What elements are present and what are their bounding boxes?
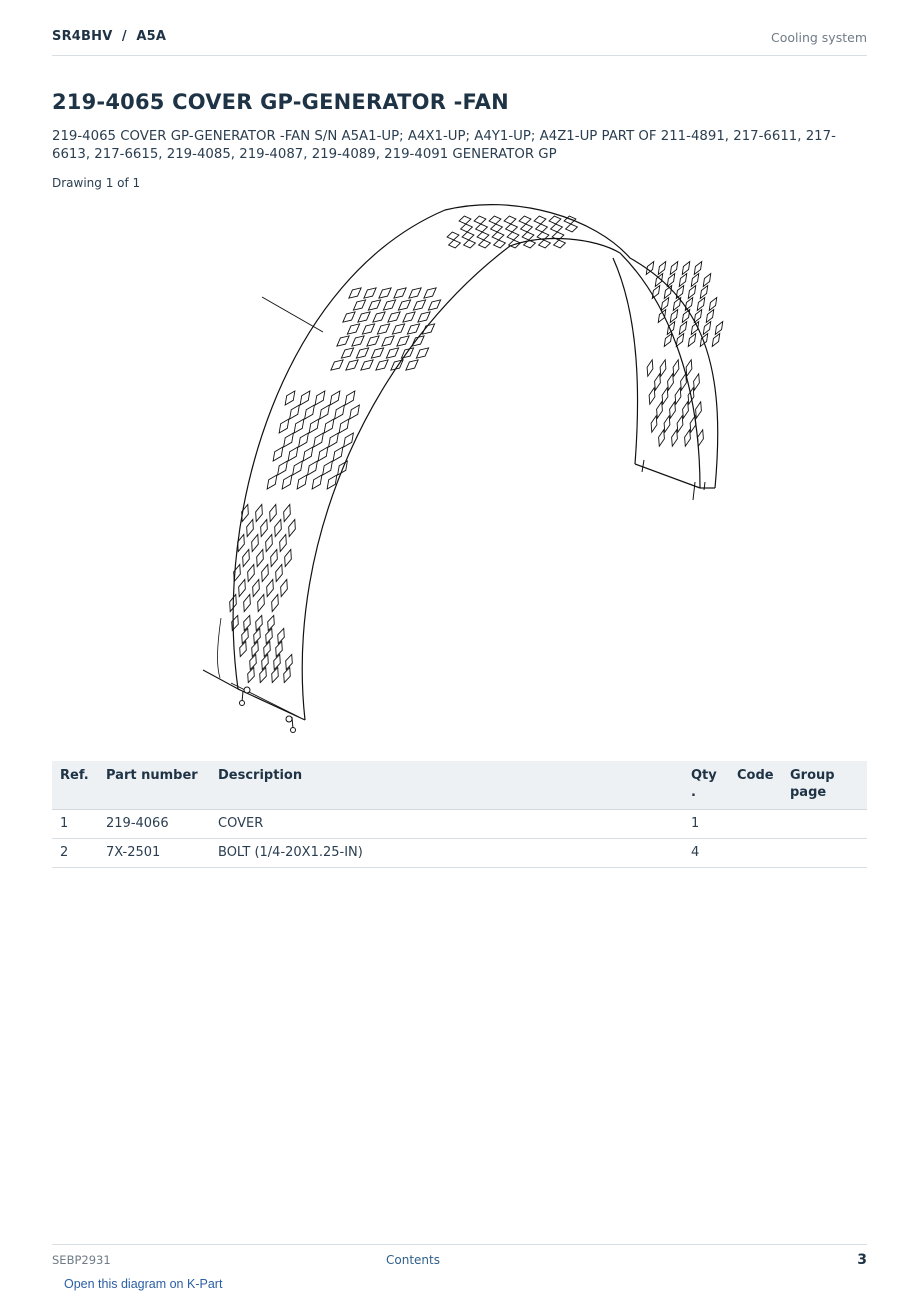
- table-row: [52, 839, 867, 868]
- col-code: Code: [729, 761, 782, 810]
- slot-icon: [414, 345, 431, 361]
- slot-icon: [366, 297, 383, 313]
- slot-icon: [385, 309, 402, 325]
- slot-icon: [503, 215, 516, 225]
- slot-icon: [563, 215, 576, 225]
- slot-icon: [538, 239, 551, 249]
- slot-icon: [375, 321, 392, 337]
- slot-icon: [476, 231, 489, 241]
- open-in-kpart-link[interactable]: Open this diagram on K-Part: [64, 1277, 223, 1291]
- row-ref: 2: [52, 839, 98, 868]
- table-header-row: [52, 761, 867, 810]
- slot-icon: [236, 578, 248, 597]
- slot-icon: [490, 223, 503, 233]
- slot-icon: [475, 223, 488, 233]
- slot-icon: [269, 593, 281, 612]
- slot-icon: [276, 417, 292, 436]
- slot-icon: [521, 231, 534, 241]
- slot-icon: [273, 563, 285, 582]
- slot-icon: [240, 548, 252, 567]
- slot-icon: [274, 459, 290, 478]
- slot-icon: [361, 285, 378, 301]
- slot-icon: [533, 215, 546, 225]
- slot-icon: [458, 215, 471, 225]
- slot-icon: [463, 239, 476, 249]
- col-group-page: Group page: [782, 761, 867, 810]
- slot-icon: [280, 431, 296, 450]
- slot-icon: [351, 297, 368, 313]
- slot-icon: [342, 389, 358, 408]
- slot-icon: [388, 357, 405, 373]
- slot-icon: [289, 459, 305, 478]
- row-group-page: [782, 810, 867, 839]
- row-ref: 1: [52, 810, 98, 839]
- page-title: 219-4065 COVER GP-GENERATOR -FAN: [52, 90, 509, 114]
- slot-icon: [285, 445, 301, 464]
- slot-icon: [645, 359, 655, 377]
- col-ref: Ref.: [52, 761, 98, 810]
- part-description: 219-4065 COVER GP-GENERATOR -FAN S/N A5A1-UP; A4X1-UP; A4Y1-UP; A4Z1-UP PART OF 211-4891, 217-6611, 217-6613, 217-6615, 219-4085, 219-4087, 219-4089, 219-4091 GENERATOR GP: [52, 129, 836, 162]
- slot-icon: [396, 297, 413, 313]
- slot-icon: [411, 297, 428, 313]
- slot-icon: [249, 533, 261, 552]
- row-qty: 4: [683, 839, 729, 868]
- slot-icon: [548, 215, 561, 225]
- slot-icon: [229, 614, 241, 631]
- slot-icon: [370, 309, 387, 325]
- slot-icon: [391, 285, 408, 301]
- slot-icon: [281, 503, 293, 522]
- row-part-number: 219-4066: [98, 810, 210, 839]
- slot-icon: [394, 333, 411, 349]
- slot-icon: [300, 445, 316, 464]
- document-number: SEBP2931: [52, 1253, 111, 1267]
- slot-icon: [291, 417, 307, 436]
- slot-icon: [295, 431, 311, 450]
- slot-icon: [520, 223, 533, 233]
- table-row: [52, 810, 867, 839]
- slot-icon: [279, 473, 295, 492]
- col-qty: Qty .: [683, 761, 729, 810]
- slot-icon: [340, 309, 357, 325]
- slot-icon: [264, 578, 276, 597]
- slot-icon: [294, 473, 310, 492]
- slot-icon: [550, 223, 563, 233]
- slot-icon: [315, 445, 331, 464]
- row-description: COVER: [210, 810, 683, 839]
- slot-icon: [473, 215, 486, 225]
- slot-icon: [420, 321, 437, 337]
- slot-icon: [421, 285, 438, 301]
- slot-icon: [461, 231, 474, 241]
- slot-icon: [446, 231, 459, 241]
- slot-icon: [331, 403, 347, 422]
- slot-icon: [448, 239, 461, 249]
- slot-icon: [334, 333, 351, 349]
- slot-icon: [241, 593, 253, 612]
- slot-icon: [282, 548, 294, 567]
- slot-icon: [321, 417, 337, 436]
- model-breadcrumb: SR4BHV / A5A: [52, 29, 167, 44]
- slot-icon: [282, 389, 298, 408]
- slot-icon: [551, 231, 564, 241]
- slot-icon: [373, 357, 390, 373]
- slot-icon: [272, 518, 284, 537]
- page-number: 3: [857, 1252, 867, 1268]
- slot-icon: [319, 459, 335, 478]
- slot-icon: [270, 445, 286, 464]
- slot-icon: [400, 309, 417, 325]
- footer-divider: [52, 1244, 867, 1245]
- slot-icon: [306, 417, 322, 436]
- slot-icon: [403, 357, 420, 373]
- slot-icon: [346, 285, 363, 301]
- slot-icon: [301, 403, 317, 422]
- slot-icon: [254, 548, 266, 567]
- slot-icon: [364, 333, 381, 349]
- slot-icon: [369, 345, 386, 361]
- cover-band-outline: [218, 205, 718, 720]
- row-part-number: 7X-2501: [98, 839, 210, 868]
- slot-icon: [376, 285, 393, 301]
- slot-icon: [339, 345, 356, 361]
- mounting-studs: [240, 460, 706, 733]
- contents-link[interactable]: Contents: [386, 1253, 440, 1267]
- slot-icon: [253, 503, 265, 522]
- slot-icon: [277, 533, 289, 552]
- row-code: [729, 839, 782, 868]
- slot-icon: [460, 223, 473, 233]
- slot-icon: [354, 345, 371, 361]
- slot-icon: [535, 223, 548, 233]
- slot-icon: [491, 231, 504, 241]
- row-description: BOLT (1/4-20X1.25-IN): [210, 839, 683, 868]
- row-qty: 1: [683, 810, 729, 839]
- slot-icon: [713, 320, 725, 336]
- slot-icon: [327, 389, 343, 408]
- slot-icon: [381, 297, 398, 313]
- slot-icon: [286, 518, 298, 537]
- slot-icon: [244, 518, 256, 537]
- slot-icon: [263, 533, 275, 552]
- slot-icon: [304, 459, 320, 478]
- slot-icon: [310, 431, 326, 450]
- slot-icon: [506, 231, 519, 241]
- slot-icon: [553, 239, 566, 249]
- slot-icon: [312, 389, 328, 408]
- slot-icon: [343, 357, 360, 373]
- slot-icon: [278, 578, 290, 597]
- drawing-counter: Drawing 1 of 1: [52, 176, 141, 190]
- slot-icon: [328, 357, 345, 373]
- parts-drawing: [195, 198, 725, 738]
- slot-icon: [231, 563, 243, 582]
- slot-icon: [478, 239, 491, 249]
- slot-icon: [309, 473, 325, 492]
- leader-lines: [203, 297, 323, 690]
- slot-icon: [316, 403, 332, 422]
- slot-icon: [349, 333, 366, 349]
- col-description: Description: [210, 761, 683, 810]
- slot-icon: [399, 345, 416, 361]
- parts-table: [52, 761, 867, 868]
- header-divider: [52, 55, 867, 56]
- slot-icon: [565, 223, 578, 233]
- slot-icon: [267, 503, 279, 522]
- slot-icon: [336, 417, 352, 436]
- slot-icon: [330, 445, 346, 464]
- slot-icon: [346, 403, 362, 422]
- slot-icon: [488, 215, 501, 225]
- slot-icon: [355, 309, 372, 325]
- slot-icon: [493, 239, 506, 249]
- slot-icon: [268, 548, 280, 567]
- slot-icon: [286, 403, 302, 422]
- slot-icon: [518, 215, 531, 225]
- slot-icon: [245, 563, 257, 582]
- slot-icon: [379, 333, 396, 349]
- section-name: Cooling system: [771, 30, 867, 45]
- slot-icon: [250, 578, 262, 597]
- slot-icon: [325, 431, 341, 450]
- col-part-number: Part number: [98, 761, 210, 810]
- slot-icon: [264, 473, 280, 492]
- row-code: [729, 810, 782, 839]
- slot-icon: [360, 321, 377, 337]
- fan-cover-drawing-icon: [195, 198, 725, 738]
- slot-icon: [340, 431, 356, 450]
- slot-icon: [297, 389, 313, 408]
- slot-icon: [505, 223, 518, 233]
- slot-icon: [258, 518, 270, 537]
- slot-icon: [390, 321, 407, 337]
- slot-icon: [384, 345, 401, 361]
- row-group-page: [782, 839, 867, 868]
- ventilation-slots: [227, 215, 725, 684]
- slot-icon: [259, 563, 271, 582]
- slot-icon: [358, 357, 375, 373]
- slot-icon: [406, 285, 423, 301]
- slot-icon: [255, 593, 267, 612]
- slot-icon: [345, 321, 362, 337]
